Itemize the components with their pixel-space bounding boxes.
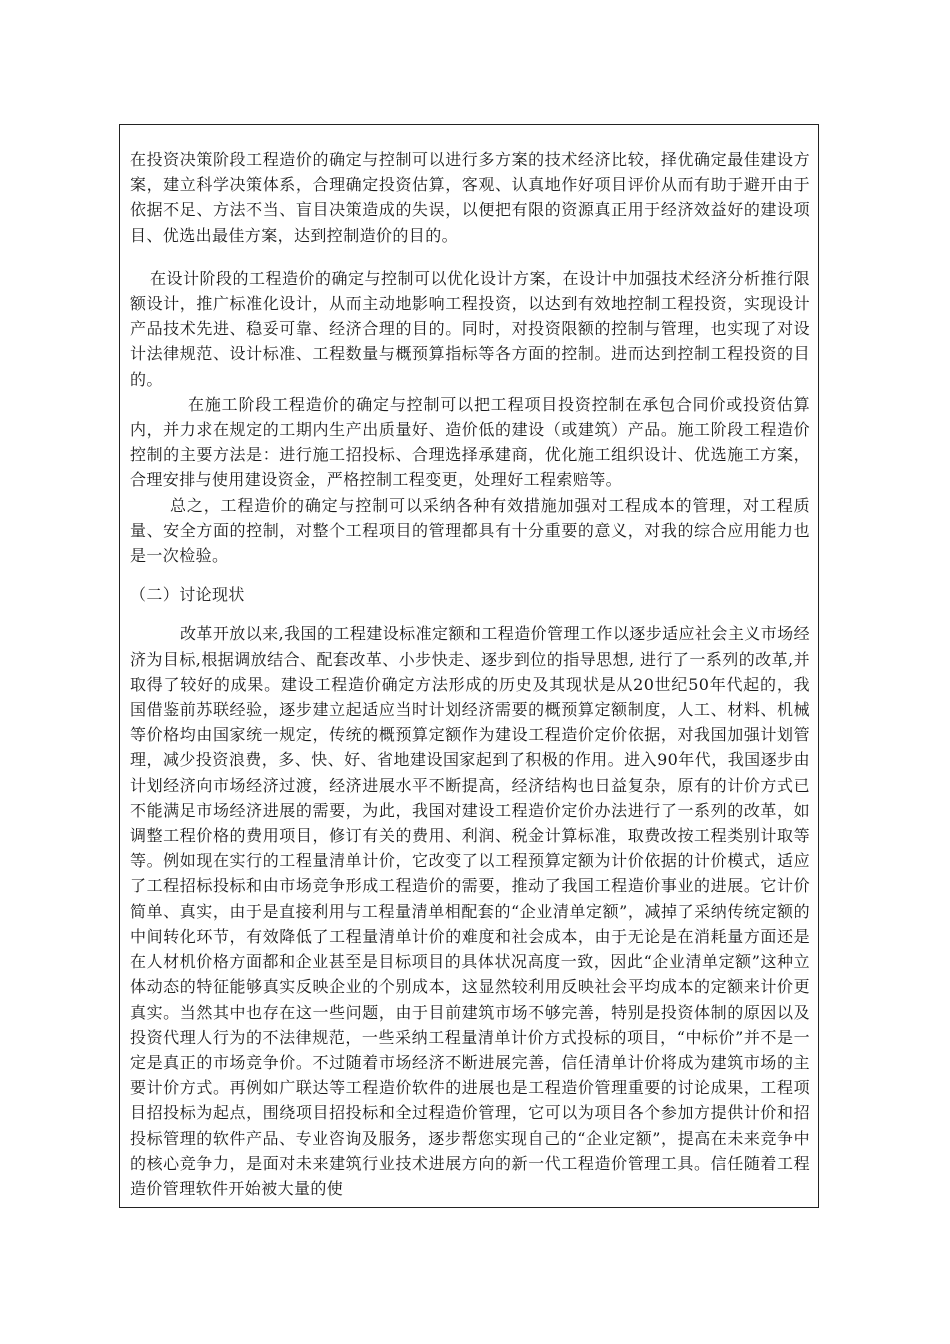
spacer [130, 248, 810, 266]
paragraph-construction-stage: 在施工阶段工程造价的确定与控制可以把工程项目投资控制在承包合同价或投资估算内，并力求在规定的工期内生产出质量好、造价低的建设（或建筑）产品。施工阶段工程造价控制的主要方法是：进行施工招投标、合理选择承建商，优化施工组织设计、优选施工方案，合理安排与使用建设资金，严格控制工程变更，处理好工程索赔等。 [130, 394, 810, 490]
paragraph-design-stage: 在设计阶段的工程造价的确定与控制可以优化设计方案，在设计中加强技术经济分析推行限额设计，推广标准化设计，从而主动地影响工程投资，以达到有效地控制工程投资，实现设计产品技术先进、稳妥可靠、经济合理的目的。同时，对投资限额的控制与管理，也实现了对设计法律规范、设计标准、工程数量与概预算指标等各方面的控制。进而达到控制工程投资的目的。 [130, 268, 810, 389]
spacer [130, 568, 810, 582]
paragraph-conclusion: 总之，工程造价的确定与控制可以采纳各种有效措施加强对工程成本的管理，对工程质量、安全方面的控制，对整个工程项目的管理都具有十分重要的意义，对我的综合应用能力也是一次检验。 [130, 495, 810, 566]
section-heading: （二）讨论现状 [130, 585, 245, 605]
document-frame [119, 124, 819, 1208]
paragraph-investment-decision: 在投资决策阶段工程造价的确定与控制可以进行多方案的技术经济比较，择优确定最佳建设方案，建立科学决策体系，合理确定投资估算，客观、认真地作好项目评价从而有助于避开由于依据不足、方法不当、盲目决策造成的失误，以便把有限的资源真正用于经济效益好的建设项目、优选出最佳方案，达到控制造价的目的。 [130, 150, 810, 245]
document-body [130, 147, 810, 1201]
spacer [130, 607, 810, 621]
paragraph-research-status: 改革开放以来,我国的工程建设标准定额和工程造价管理工作以逐步适应社会主义市场经济为目标,根据调放结合、配套改革、小步快走、逐步到位的指导思想, 进行了一系列的改革,并取得了较好的成果。建设工程造价确定方法形成的历史及其现状是从20世纪50年代起的，我国借鉴前苏联经验，逐步建立起适应当时计划经济需要的概预算定额制度，人工、材料、机械等价格均由国家统一规定，传统的概预算定额作为建设工程造价定价依据，对我国加强计划管理，减少投资浪费，多、快、好、省地建设国家起到了积极的作用。进入90年代，我国逐步由计划经济向市场经济过渡，经济进展水平不断提高，经济结构也日益复杂，原有的计价方式已不能满足市场经济进展的需要，为此，我国对建设工程造价定价办法进行了一系列的改革，如调整工程价格的费用项目，修订有关的费用、利润、税金计算标准，取费改按工程类别计取等等。例如现在实行的工程量清单计价，它改变了以工程预算定额为计价依据的计价模式，适应了工程招标投标和由市场竞争形成工程造价的需要，推动了我国工程造价事业的进展。它计价简单、真实，由于是直接利用与工程量清单相配套的“企业清单定额”，减掉了采纳传统定额的中间转化环节，有效降低了工程量清单计价的难度和社会成本，由于无论是在消耗量方面还是在人材机价格方面都和企业甚至是目标项目的具体状况高度一致，因此“企业清单定额”这种立体动态的特征能够真实反映企业的个别成本，这显然较利用反映社会平均成本的定额来计价更真实。当然其中也存在这一些问题，由于目前建筑市场不够完善，特别是投资体制的原因以及投资代理人行为的不法律规范，一些采纳工程量清单计价方式投标的项目，“中标价”并不是一定是真正的市场竞争价。不过随着市场经济不断进展完善，信任清单计价将成为建筑市场的主要计价方式。再例如广联达等工程造价软件的进展也是工程造价管理重要的讨论成果，工程项目招投标为起点，围绕项目招投标和全过程造价管理，它可以为项目各个参加方提供计价和招投标管理的软件产品、专业咨询及服务，逐步帮您实现自己的“企业定额”，提高在未来竞争中的核心竞争力，是面对未来建筑行业技术进展方向的新一代工程造价管理工具。信任随着工程造价管理软件开始被大量的使 [130, 624, 810, 1198]
